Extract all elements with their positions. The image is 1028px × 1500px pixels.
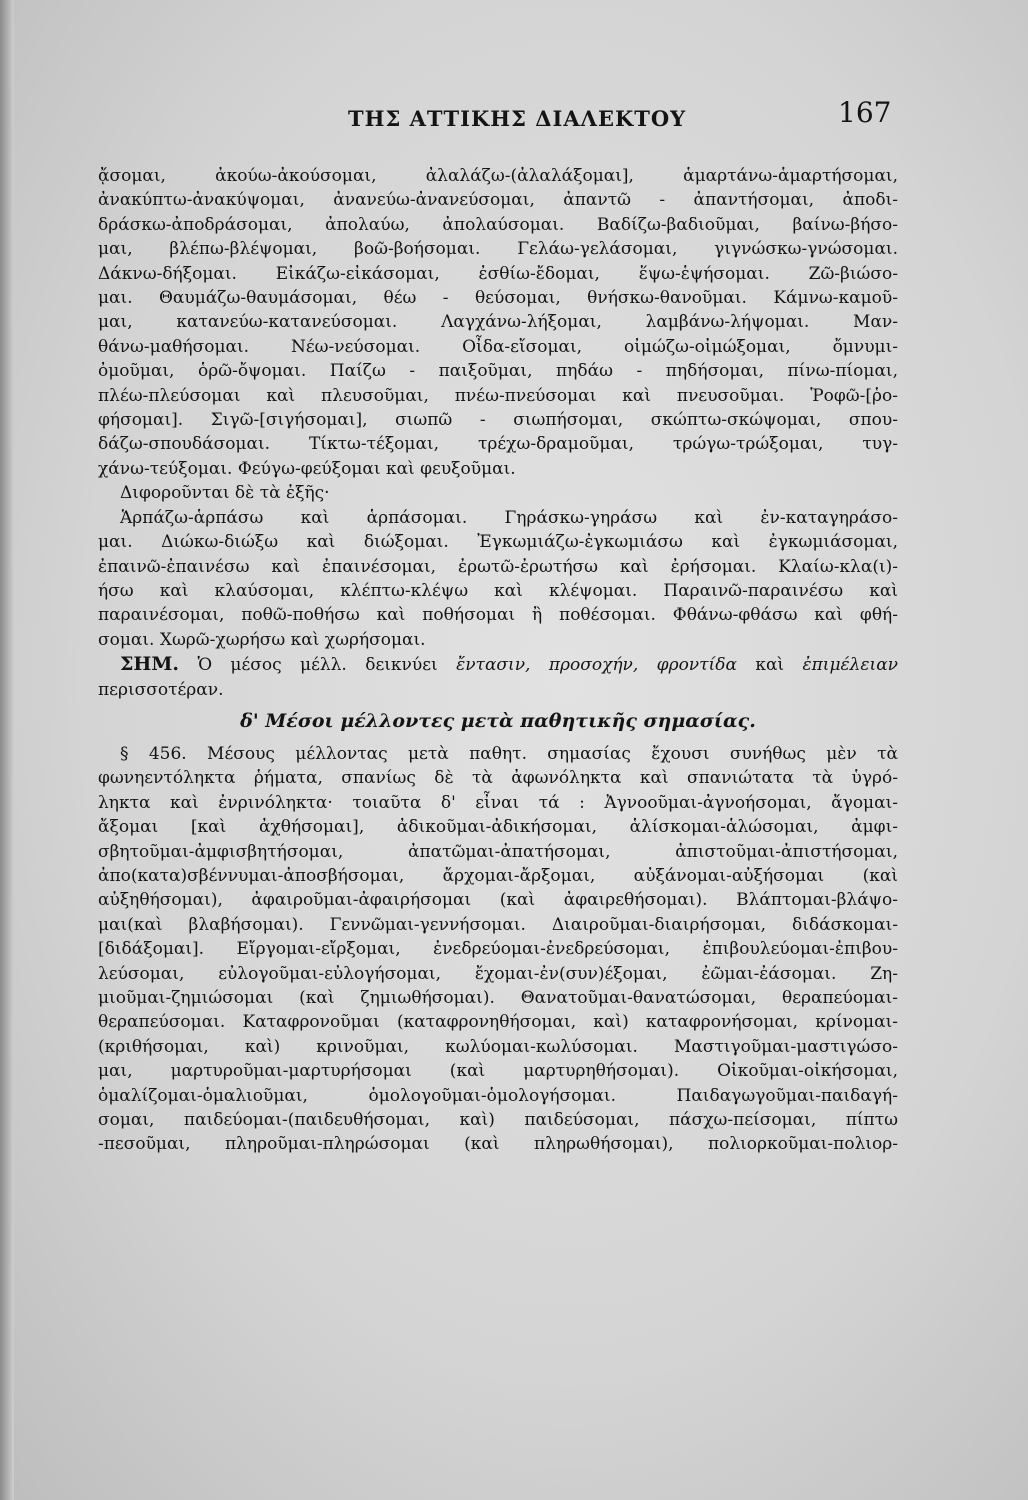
text-line: Ἁρπάζω-ἁρπάσω καὶ ἁρπάσομαι. Γηράσκω-γηράσω καὶ ἐν-καταγηράσο- — [120, 507, 898, 528]
text-line: μιοῦμαι-ζημιώσομαι (καὶ ζημιωθήσομαι). Θανατοῦμαι-θανατώσομαι, θεραπεύομαι- — [98, 988, 898, 1008]
note-block — [98, 652, 898, 702]
text-line: μαι(καὶ βλαβήσομαι). Γεννῶμαι-γεννήσομαι. Διαιροῦμαι-διαιρήσομαι, διδάσκομαι- — [98, 914, 898, 935]
text-line: μαι, κατανεύω-κατανεύσομαι. Λαγχάνω-λήξομαι, λαμβάνω-λήψομαι. Μαν- — [98, 312, 898, 333]
note-continuation: περισσοτέραν. — [98, 679, 224, 700]
text-line: -πεσοῦμαι, πληροῦμαι-πληρώσομαι (καὶ πληρωθήσομαι), πολιορκοῦμαι-πολιορ- — [98, 1134, 898, 1155]
text-line: πλέω-πλεύσομαι καὶ πλευσοῦμαι, πνέω-πνεύσομαι καὶ πνευσοῦμαι. Ῥοφῶ-[ῥο- — [98, 385, 898, 406]
text-line: δάζω-σπουδάσομαι. Τίκτω-τέξομαι, τρέχω-δραμοῦμαι, τρώγω-τρώξομαι, τυγ- — [98, 434, 898, 455]
text-line: μαι, μαρτυροῦμαι-μαρτυρήσομαι (καὶ μαρτυρηθήσομαι). Οἰκοῦμαι-οἰκήσομαι, — [98, 1061, 898, 1082]
text-line: χάνω-τεύξομαι. Φεύγω-φεύξομαι καὶ φευξοῦμαι. — [98, 458, 516, 479]
text-line: ᾄσομαι, ἀκούω-ἀκούσομαι, ἀλαλάζω-(ἀλαλάξομαι], ἁμαρτάνω-ἁμαρτήσομαι, — [98, 166, 898, 186]
text-line: αὐξηθήσομαι), ἀφαιροῦμαι-ἀφαιρήσομαι (καὶ ἀφαιρεθήσομαι). Βλάπτομαι-βλάψο- — [98, 890, 898, 911]
running-header — [0, 96, 1028, 140]
text-line: σομαι. Χωρῶ-χωρήσω καὶ χωρήσομαι. — [98, 629, 426, 650]
text-line: § 456. Μέσους μέλλοντας μετὰ παθητ. σημασίας ἔχουσι συνήθως μὲν τὰ — [120, 743, 898, 764]
text-line: ἀπο(κατα)σβέννυμαι-ἀποσβήσομαι, ἄρχομαι-ἄρξομαι, αὐξάνομαι-αὐξήσομαι (καὶ — [98, 865, 898, 886]
running-title: ΤΗΣ ΑΤΤΙΚΗΣ ΔΙΑΛΕΚΤΟΥ — [348, 106, 687, 131]
text-line: (κριθήσομαι, καὶ) κρινοῦμαι, κωλύομαι-κωλύσομαι. Μαστιγοῦμαι-μαστιγώσο- — [98, 1036, 898, 1057]
text-line: [διδάξομαι]. Εἴργομαι-εἴρξομαι, ἐνεδρεύομαι-ἐνεδρεύσομαι, ἐπιβουλεύομαι-ἐπιβου- — [98, 939, 898, 960]
note-line — [98, 652, 898, 677]
text-line: σβητοῦμαι-ἀμφισβητήσομαι, ἀπατῶμαι-ἀπατήσομαι, ἀπιστοῦμαι-ἀπιστήσομαι, — [98, 841, 898, 862]
text-line: ὁμαλίζομαι-ὁμαλιοῦμαι, ὁμολογοῦμαι-ὁμολογήσομαι. Παιδαγωγοῦμαι-παιδαγή- — [98, 1085, 898, 1106]
note-emphasis: ἔντασιν, προσοχήν, φροντίδα — [456, 655, 737, 676]
verb-list-block — [98, 164, 898, 481]
page-number: 167 — [838, 96, 892, 129]
text-line: μαι. Διώκω-διώξω καὶ διώξομαι. Ἐγκωμιάζω-ἐγκωμιάσω καὶ ἐγκωμιάσομαι, — [98, 532, 898, 553]
paragraph-456 — [98, 742, 898, 1157]
page-edge-shadow — [0, 0, 14, 1500]
double-forms-block — [98, 481, 898, 652]
text-line: φήσομαι]. Σιγῶ-[σιγήσομαι], σιωπῶ - σιωπήσομαι, σκώπτω-σκώψομαι, σπου- — [98, 410, 898, 431]
text-line: παραινέσομαι, ποθῶ-ποθήσω καὶ ποθήσομαι ἢ ποθέσομαι. Φθάνω-φθάσω καὶ φθή- — [98, 605, 898, 626]
note-label: ΣΗΜ. — [120, 653, 180, 676]
note-text: Ὁ μέσος μέλλ. δεικνύει — [197, 655, 438, 676]
text-line: ήσω καὶ κλαύσομαι, κλέπτω-κλέψω καὶ κλέψομαι. Παραινῶ-παραινέσω καὶ — [98, 580, 898, 601]
text-line: δράσκω-ἀποδράσομαι, ἀπολαύω, ἀπολαύσομαι. Βαδίζω-βαδιοῦμαι, βαίνω-βήσο- — [98, 214, 898, 235]
text-line: ἐπαινῶ-ἐπαινέσω καὶ ἐπαινέσομαι, ἐρωτῶ-ἐρωτήσω καὶ ἐρήσομαι. Κλαίω-κλα(ι)- — [98, 556, 898, 577]
text-line: λεύσομαι, εὐλογοῦμαι-εὐλογήσομαι, ἔχομαι-ἐν(συν)έξομαι, ἐῶμαι-ἐάσομαι. Ζη- — [98, 963, 898, 984]
text-line: ληκτα καὶ ἐνρινόληκτα· τοιαῦτα δ' εἶναι τά : Ἀγνοοῦμαι-ἀγνοήσομαι, ἄγομαι- — [98, 792, 898, 813]
text-line: φωνηεντόληκτα ῥήματα, σπανίως δὲ τὰ ἀφωνόληκτα καὶ σπανιώτατα τὰ ὑγρό- — [98, 768, 898, 789]
page-body — [98, 164, 898, 1157]
text-line: μαι. Θαυμάζω-θαυμάσομαι, θέω - θεύσομαι, θνήσκω-θανοῦμαι. Κάμνω-καμοῦ- — [98, 288, 898, 309]
text-line: σομαι, παιδεύομαι-(παιδευθήσομαι, καὶ) παιδεύσομαι, πάσχω-πείσομαι, πίπτω — [98, 1110, 898, 1131]
text-line: μαι, βλέπω-βλέψομαι, βοῶ-βοήσομαι. Γελάω-γελάσομαι, γιγνώσκω-γνώσομαι. — [98, 239, 898, 260]
text-line: ἄξομαι [καὶ ἀχθήσομαι], ἀδικοῦμαι-ἀδικήσομαι, ἁλίσκομαι-ἁλώσομαι, ἀμφι- — [98, 817, 898, 838]
text-line: ἀνακύπτω-ἀνακύψομαι, ἀνανεύω-ἀνανεύσομαι, ἀπαντῶ - ἀπαντήσομαι, ἀποδι- — [98, 190, 898, 211]
text-line: θάνω-μαθήσομαι. Νέω-νεύσομαι. Οἶδα-εἴσομαι, οἰμώζω-οἰμώξομαι, ὄμνυμι- — [98, 336, 898, 357]
text-line: ὀμοῦμαι, ὁρῶ-ὄψομαι. Παίζω - παιξοῦμαι, πηδάω - πηδήσομαι, πίνω-πίομαι, — [98, 361, 898, 382]
paragraph-intro: Διφοροῦνται δὲ τὰ ἑξῆς· — [120, 483, 330, 504]
text-line: θεραπεύσομαι. Καταφρονοῦμαι (καταφρονηθήσομαι, καὶ) καταφρονήσομαι, κρίνομαι- — [98, 1012, 898, 1033]
note-emphasis-2: ἐπιμέλειαν — [802, 655, 898, 676]
text-line: Δάκνω-δήξομαι. Εἰκάζω-εἰκάσομαι, ἐσθίω-ἔδομαι, ἕψω-ἑψήσομαι. Ζῶ-βιώσο- — [98, 263, 898, 284]
note-and: καὶ — [755, 655, 785, 676]
section-heading: δ' Μέσοι μέλλοντες μετὰ παθητικῆς σημασίας. — [240, 709, 756, 732]
